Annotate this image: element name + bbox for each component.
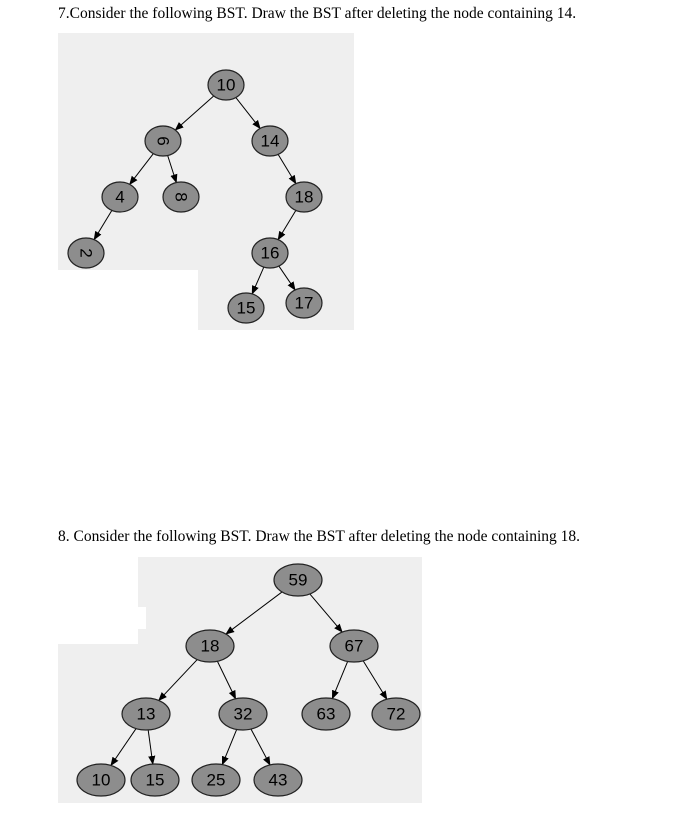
tree-node-label: 6 bbox=[153, 136, 173, 146]
tree-node-label: 15 bbox=[145, 770, 165, 790]
tree-node-label: 10 bbox=[216, 75, 236, 95]
tree-node-32 bbox=[219, 698, 267, 730]
tree-node-43 bbox=[254, 764, 302, 796]
tree-node-label: 67 bbox=[344, 636, 364, 656]
tree-node-18 bbox=[186, 630, 234, 662]
tree-node-label: 59 bbox=[288, 570, 308, 590]
tree-node-15 bbox=[131, 764, 179, 796]
tree-node-label: 32 bbox=[233, 704, 253, 724]
tree-node-label: 15 bbox=[236, 298, 256, 318]
question-7-text: 7.Consider the following BST. Draw the BST after deleting the node containing 14. bbox=[58, 5, 577, 22]
tree-node-label: 8 bbox=[171, 192, 191, 202]
tree-node-label: 16 bbox=[260, 243, 280, 263]
tree-node-label: 14 bbox=[260, 131, 280, 151]
tree-node-13 bbox=[122, 698, 170, 730]
tree-node-label: 25 bbox=[206, 770, 226, 790]
tree-node-label: 18 bbox=[200, 636, 220, 656]
tree-node-label: 72 bbox=[386, 704, 406, 724]
tree-node-label: 10 bbox=[91, 770, 111, 790]
tree-node-label: 43 bbox=[268, 770, 288, 790]
tree-node-label: 13 bbox=[136, 704, 156, 724]
question-8-text: 8. Consider the following BST. Draw the BST after deleting the node containing 18. bbox=[58, 528, 581, 545]
tree-node-label: 2 bbox=[76, 248, 96, 258]
tree-node-10 bbox=[77, 764, 125, 796]
tree-node-25 bbox=[192, 764, 240, 796]
tree-node-72 bbox=[372, 698, 420, 730]
diagram-background-notch bbox=[138, 607, 146, 629]
tree-node-label: 18 bbox=[294, 187, 314, 207]
tree-node-63 bbox=[302, 698, 350, 730]
tree-node-label: 63 bbox=[316, 704, 336, 724]
tree-node-label: 4 bbox=[115, 187, 125, 207]
tree-node-67 bbox=[330, 630, 378, 662]
tree-node-59 bbox=[274, 564, 322, 596]
tree-node-label: 17 bbox=[294, 293, 314, 313]
